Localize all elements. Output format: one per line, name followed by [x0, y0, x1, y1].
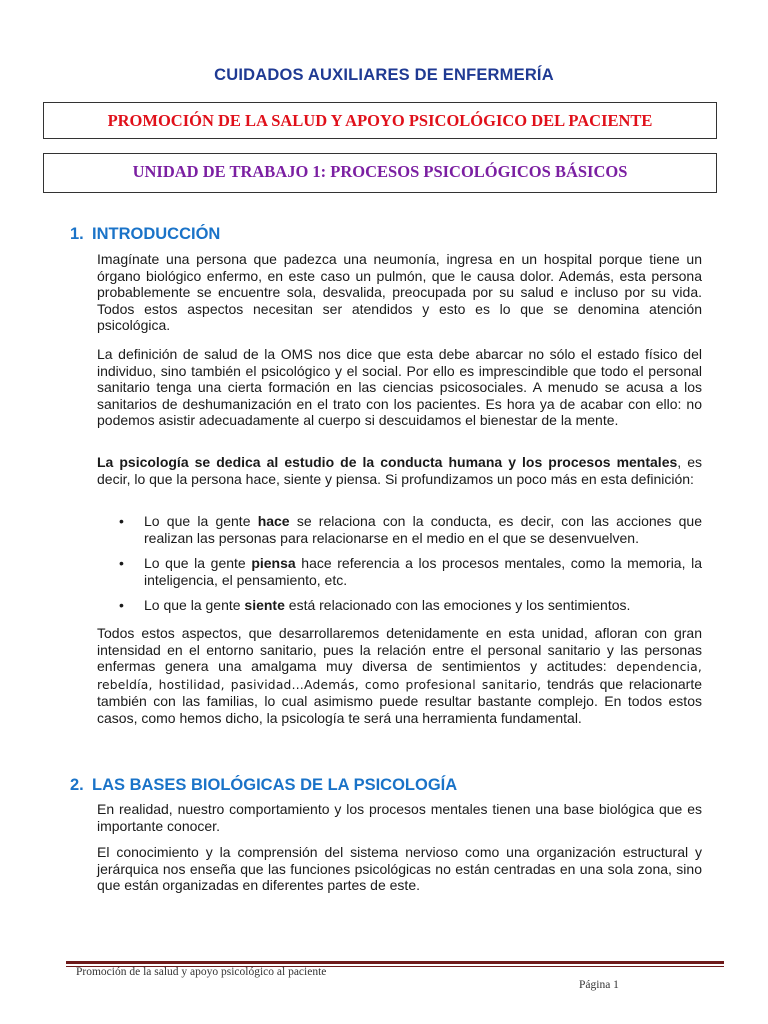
bold-definition: La psicología se dedica al estudio de la conducta humana y los procesos mentales: [97, 454, 678, 470]
section-heading-introduccion: [70, 225, 220, 244]
document-title: CUIDADOS AUXILIARES DE ENFERMERÍA: [214, 66, 554, 84]
paragraph: [97, 454, 702, 487]
list-item-text: Lo que la gente: [144, 555, 252, 572]
list-item-text: está relacionado con las emociones y los sentimientos.: [284, 597, 631, 614]
attitudes-list-text: dependencia, rebeldía, hostilidad, pasividad…Además, como profesional sanitario,: [97, 660, 702, 692]
list-item: [97, 555, 702, 588]
paragraph: [97, 625, 702, 727]
list-item-text: Lo que la gente: [144, 597, 245, 614]
list-item-keyword: piensa: [251, 555, 296, 572]
section-number: 1.: [70, 225, 84, 243]
paragraph: La definición de salud de la OMS nos dice que esta debe abarcar no sólo el estado físico del individuo, sino también el psicológico y el social. Por ello es imprescindible que todo el personal sanitario tenga una cierta formación en las ciencias psicosociales. A menudo se acusa a los sanitarios de deshumanización en el trato con los pacientes. Es hora ya de acabar con ello: no podemos asistir adecuadamente al cuerpo si descuidamos el bienestar de la mente.: [97, 346, 702, 429]
section-title: INTRODUCCIÓN: [92, 225, 221, 243]
paragraph: Imagínate una persona que padezca una neumonía, ingresa en un hospital porque tiene un órgano biológico enfermo, en este caso un pulmón, que le causa dolor. Además, esta persona probablemente se encuentre sola, desvalida, preocupada por su salud e incluso por su vida. Todos estos aspectos necesitan ser atendidos y esto es lo que se denomina atención psicológica.: [97, 251, 702, 334]
module-title-box: PROMOCIÓN DE LA SALUD Y APOYO PSICOLÓGICO DEL PACIENTE: [43, 102, 717, 139]
bullet-icon: •: [119, 555, 124, 572]
list-item-text: se relaciona con la conducta, es decir, con las acciones que realizan las personas para relacionarse en el medio en el que se desenvuelven.: [144, 513, 702, 546]
paragraph-text: tendrás que relacionarte también con las familias, lo cual asimismo puede resultar bastante complejo. En todos estos casos, como hemos dicho, la psicología te será una herramienta fundamental.: [97, 675, 702, 726]
list-item-keyword: siente: [244, 597, 285, 614]
footer-divider: [66, 961, 724, 964]
paragraph-text: Todos estos aspectos, que desarrollaremos detenidamente en esta unidad, afloran con gran intensidad en el entorno sanitario, pues la relación entre el personal sanitario y las personas enfermas genera una amalgama muy diversa de sentimientos y actitudes:: [97, 625, 702, 675]
section-heading-bases-biologicas: [70, 776, 457, 795]
list-item-text: Lo que la gente: [144, 513, 258, 529]
paragraph-text: , es decir, lo que la persona hace, siente y piensa. Si profundizamos un poco más en esta definición:: [97, 454, 702, 487]
section-title: LAS BASES BIOLÓGICAS DE LA PSICOLOGÍA: [92, 776, 458, 794]
list-item-text: hace referencia a los procesos mentales, como la memoria, la inteligencia, el pensamiento, etc.: [144, 555, 702, 588]
list-item: [97, 513, 702, 546]
page-number: Página 1: [579, 979, 619, 991]
unit-title-box: UNIDAD DE TRABAJO 1: PROCESOS PSICOLÓGICOS BÁSICOS: [43, 153, 717, 193]
list-item: [97, 597, 702, 614]
bullet-icon: •: [119, 513, 124, 529]
bullet-list: [97, 513, 702, 623]
paragraph: El conocimiento y la comprensión del sistema nervioso como una organización estructural y jerárquica nos enseña que las funciones psicológicas no están centradas en una sola zona, sino que están organizadas en diferentes partes de este.: [97, 844, 702, 894]
footer-title: Promoción de la salud y apoyo psicológico al paciente: [76, 966, 327, 978]
bullet-icon: •: [119, 597, 124, 614]
paragraph: En realidad, nuestro comportamiento y los procesos mentales tienen una base biológica que es importante conocer.: [97, 801, 702, 834]
section-number: 2.: [70, 776, 84, 794]
list-item-keyword: hace: [257, 513, 290, 529]
